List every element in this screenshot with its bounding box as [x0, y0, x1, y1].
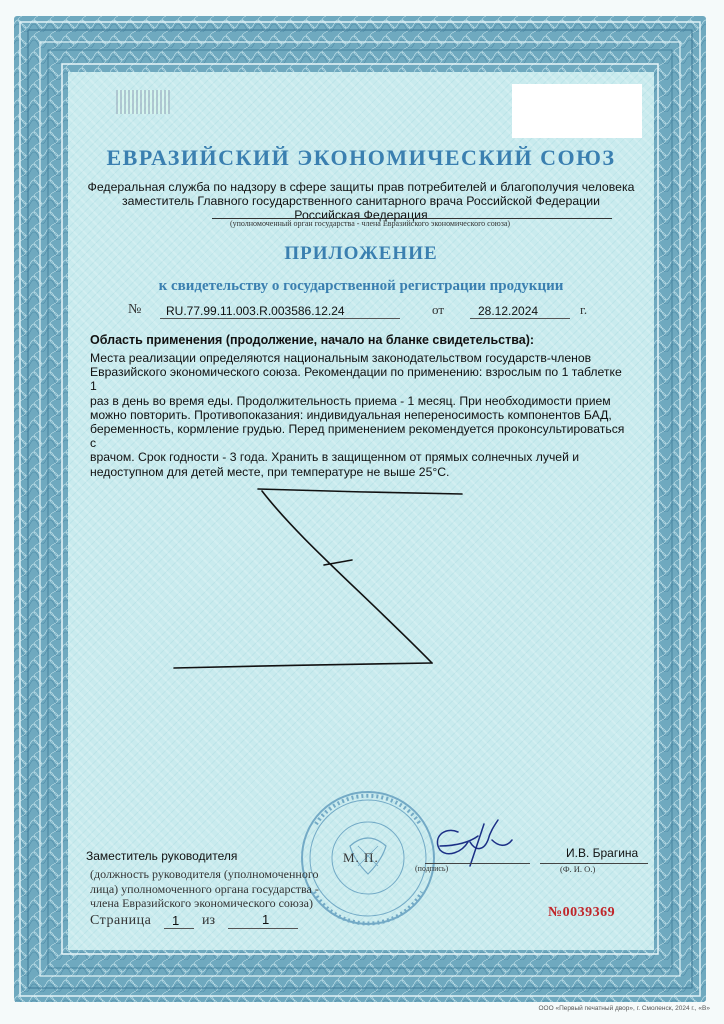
total-pages: 1: [262, 912, 270, 927]
agency-line: Федеральная служба по надзору в сфере защиты прав потребителей и благополучия человека: [87, 180, 635, 194]
position-caption-line: лица) уполномоченного органа государства -: [90, 881, 319, 896]
union-title: ЕВРАЗИЙСКИЙ ЭКОНОМИЧЕСКИЙ СОЮЗ: [106, 145, 616, 170]
blank-serial-number: №0039369: [548, 905, 616, 920]
scope-line: можно повторить. Противопоказания: индивидуальная непереносимость компонентов БАД,: [90, 407, 612, 422]
page-number-underline: [164, 928, 194, 929]
position-caption-line: (должность руководителя (уполномоченного: [90, 867, 319, 881]
of-label: из: [202, 913, 216, 928]
agency-line: заместитель Главного государственного санитарного врача Российской Федерации: [122, 194, 600, 208]
page-label: Страница: [90, 913, 152, 928]
agency-caption: (уполномоченный орган государства - члена Евразийского экономического союза): [229, 219, 511, 228]
signatory-position: Заместитель руководителя: [86, 849, 238, 863]
name-caption: (Ф. И. О.): [560, 864, 596, 874]
position-caption-line: члена Евразийского экономического союза): [90, 896, 313, 910]
signature-caption: (подпись): [415, 864, 449, 873]
signatory-name: И.В. Брагина: [566, 846, 639, 860]
z-strike-mark: [174, 489, 462, 668]
from-label: от: [432, 302, 445, 317]
scope-line: раз в день во время еды. Продолжительность приема - 1 месяц. При необходимости прием: [90, 393, 611, 408]
scope-line: Места реализации определяются национальным законодательством государств-членов: [90, 351, 592, 365]
annex-title: ПРИЛОЖЕНИЕ: [284, 243, 438, 264]
scope-heading: Область применения (продолжение, начало на бланке свидетельства):: [90, 333, 535, 347]
position-caption: [90, 867, 340, 911]
registration-date: 28.12.2024: [478, 304, 539, 318]
agency-line: Российская Федерация: [294, 208, 428, 222]
scope-line: недоступном для детей месте, при температуре не выше 25°С.: [90, 464, 450, 479]
year-suffix: г.: [580, 302, 588, 317]
printer-imprint: ООО «Первый печатный двор», г. Смоленск, 2024 г., «В»: [538, 1005, 710, 1012]
registration-number: RU.77.99.11.003.R.003586.12.24: [166, 304, 345, 318]
handwritten-signature: [437, 820, 512, 866]
annex-subtitle: к свидетельству о государственной регистрации продукции: [158, 278, 564, 294]
scope-line: врачом. Срок годности - 3 года. Хранить в защищенном от прямых солнечных лучей и: [90, 450, 580, 465]
scope-line: Евразийского экономического союза. Рекомендации по применению: взрослым по 1 таблетке 1: [90, 365, 622, 394]
stamp-place-label: М. П.: [343, 850, 379, 865]
number-label: №: [128, 302, 142, 317]
page-number: 1: [172, 913, 180, 928]
total-pages-underline: [228, 928, 298, 929]
scope-line: беременность, кормление грудью. Перед применением рекомендуется проконсультироваться с: [90, 422, 625, 451]
